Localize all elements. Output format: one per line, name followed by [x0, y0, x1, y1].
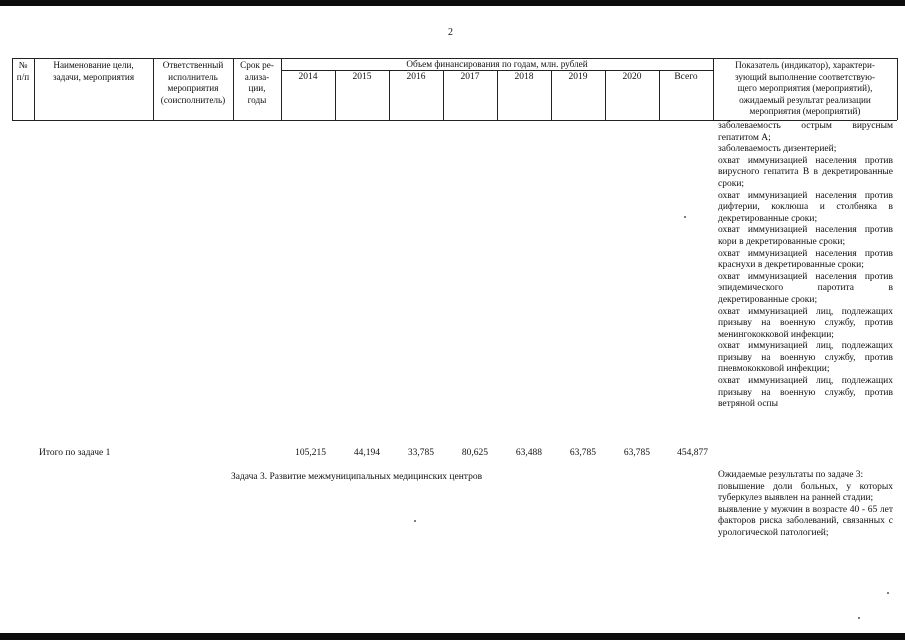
indicator-list	[718, 121, 893, 411]
scan-speck	[414, 520, 416, 522]
year-2015: 2015	[352, 72, 372, 82]
task3-title: Задача 3. Развитие межмуниципальных медицинских центров	[231, 472, 483, 482]
top-border	[0, 0, 905, 6]
list-item: повышение доли больных, у которых туберкулез выявлен на ранней стадии;	[718, 481, 893, 504]
year-2017: 2017	[460, 72, 480, 82]
year-2019: 2019	[568, 72, 588, 82]
year-2020: 2020	[622, 72, 642, 82]
bottom-border	[0, 633, 905, 640]
list-item: охват иммунизацией населения против дифтерии, коклюша и столбняка в декретированные сроки;	[718, 190, 893, 224]
list-item: заболеваемость дизентерией;	[718, 144, 837, 155]
total-all: 454,877	[677, 448, 708, 458]
year-2014: 2014	[298, 72, 318, 82]
header-num: № п/п	[16, 60, 30, 82]
header-term: Срок ре- ализа- ции, годы	[240, 60, 274, 105]
list-item: охват иммунизацией населения против вирусного гепатита В в декретированные сроки;	[718, 155, 893, 189]
header-funding: Объем финансирования по годам, млн. рублей	[406, 59, 588, 69]
page-number: 2	[448, 27, 453, 38]
list-item: Ожидаемые результаты по задаче 3:	[718, 470, 864, 480]
header-indicator: Показатель (индикатор), характери- зующий выполнение соответствую- щего мероприятия (мероприятий), ожидаемый результат реализации мероприятия (мероприятий)	[734, 60, 876, 117]
list-item: охват иммунизацией населения против эпидемического паротита в декретированные сроки;	[718, 271, 893, 305]
header-col-sep	[897, 58, 898, 120]
total-2015: 44,194	[353, 448, 380, 458]
list-item: охват иммунизацией лиц, подлежащих призыву на военную службу, против пневмококковой инфекции;	[718, 341, 893, 375]
total-2014: 105,215	[295, 448, 326, 458]
total-2018: 63,488	[515, 448, 542, 458]
list-item: охват иммунизацией населения против краснухи в декретированные сроки;	[718, 248, 893, 271]
scan-speck	[684, 216, 686, 218]
scan-speck	[858, 617, 860, 619]
header-responsible: Ответственный исполнитель мероприятия (соисполнитель)	[160, 60, 226, 105]
total-2016: 33,785	[407, 448, 434, 458]
task3-results	[718, 470, 893, 540]
scan-speck	[887, 592, 889, 594]
list-item: охват иммунизацией населения против кори в декретированные сроки;	[718, 225, 893, 247]
list-item: выявление у мужчин в возрасте 40 - 65 лет факторов риска заболеваний, связанных с урологической патологией;	[718, 504, 893, 538]
total-row-label: Итого по задаче 1	[39, 448, 111, 458]
list-item: охват иммунизацией лиц, подлежащих призыву на военную службу, против менингококковой инфекции;	[718, 306, 893, 340]
year-2018: 2018	[514, 72, 534, 82]
list-item: заболеваемость острым вирусным гепатитом А;	[718, 121, 893, 143]
total-2019: 63,785	[569, 448, 596, 458]
year-2016: 2016	[406, 72, 426, 82]
header-name: Наименование цели, задачи, мероприятия	[52, 60, 135, 82]
year-total: Всего	[674, 72, 698, 82]
list-item: охват иммунизацией лиц, подлежащих призыву на военную службу, против ветряной оспы	[718, 376, 893, 410]
total-2017: 80,625	[461, 448, 488, 458]
total-2020: 63,785	[623, 448, 650, 458]
